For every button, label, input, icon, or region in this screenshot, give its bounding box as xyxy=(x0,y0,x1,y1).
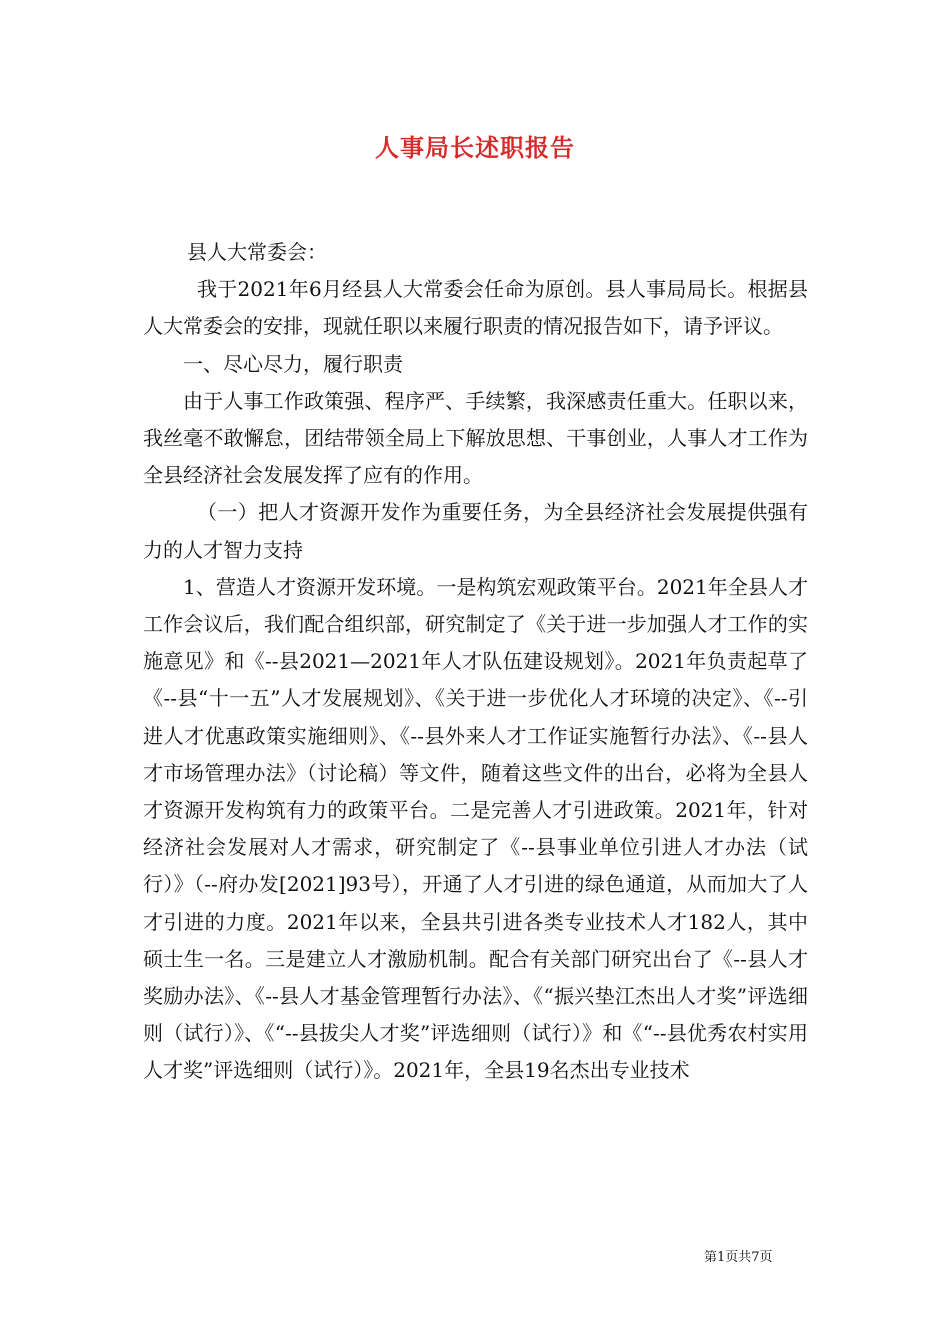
page-number: 第1页共7页 xyxy=(704,1250,773,1265)
subsection-heading: （一）把人才资源开发作为重要任务，为全县经济社会发展提供强有力的人才智力支持 xyxy=(143,500,808,562)
salutation: 县人大常委会： xyxy=(187,240,327,264)
section-heading: 一、尽心尽力，履行职责 xyxy=(183,351,403,376)
paragraph-responsibility: 由于人事工作政策强、程序严、手续繁，我深感责任重大。任职以来，我丝毫不敢懈怠，团结带领全局上下解放思想、干事创业，人事人才工作为全县经济社会发展发挥了应有的作用。 xyxy=(143,388,808,488)
paragraph-talent-environment: 1、营造人才资源开发环境。一是构筑宏观政策平台。2021年全县人才工作会议后，我们配合组织部，研究制定了《关于进一步加强人才工作的实施意见》和《--县2021—2021年人才队伍建设规划》。2021年负责起草了《--县“十一五”人才发展规划》、《关于进一步优化人才环境的决定》、《--引进人才优惠政策实施细则》、《--县外来人才工作证实施暂行办法》、《--县人才市场管理办法》（讨论稿）等文件，随着这些文件的出台，必将为全县人才资源开发构筑有力的政策平台。二是完善人才引进政策。2021年，针对经济社会发展对人才需求，研究制定了《--县事业单位引进人才办法（试行）》（--府办发[2021]93号），开通了人才引进的绿色通道，从而加大了人才引进的力度。2021年以来，全县共引进各类专业技术人才182人，其中硕士生一名。三是建立人才激励机制。配合有关部门研究出台了《--县人才奖励办法》、《--县人才基金管理暂行办法》、《“振兴垫江杰出人才奖”评选细则（试行）》、《“--县拔尖人才奖”评选细则（试行）》和《“--县优秀农村实用人才奖”评选细则（试行）》。2021年，全县19名杰出专业技术 xyxy=(143,574,808,1083)
document-title: 人事局长述职报告 xyxy=(375,133,575,162)
document-body xyxy=(143,234,808,1090)
paragraph-intro: 我于2021年6月经县人大常委会任命为原创。县人事局局长。根据县人大常委会的安排，现就任职以来履行职责的情况报告如下，请予评议。 xyxy=(143,277,808,339)
